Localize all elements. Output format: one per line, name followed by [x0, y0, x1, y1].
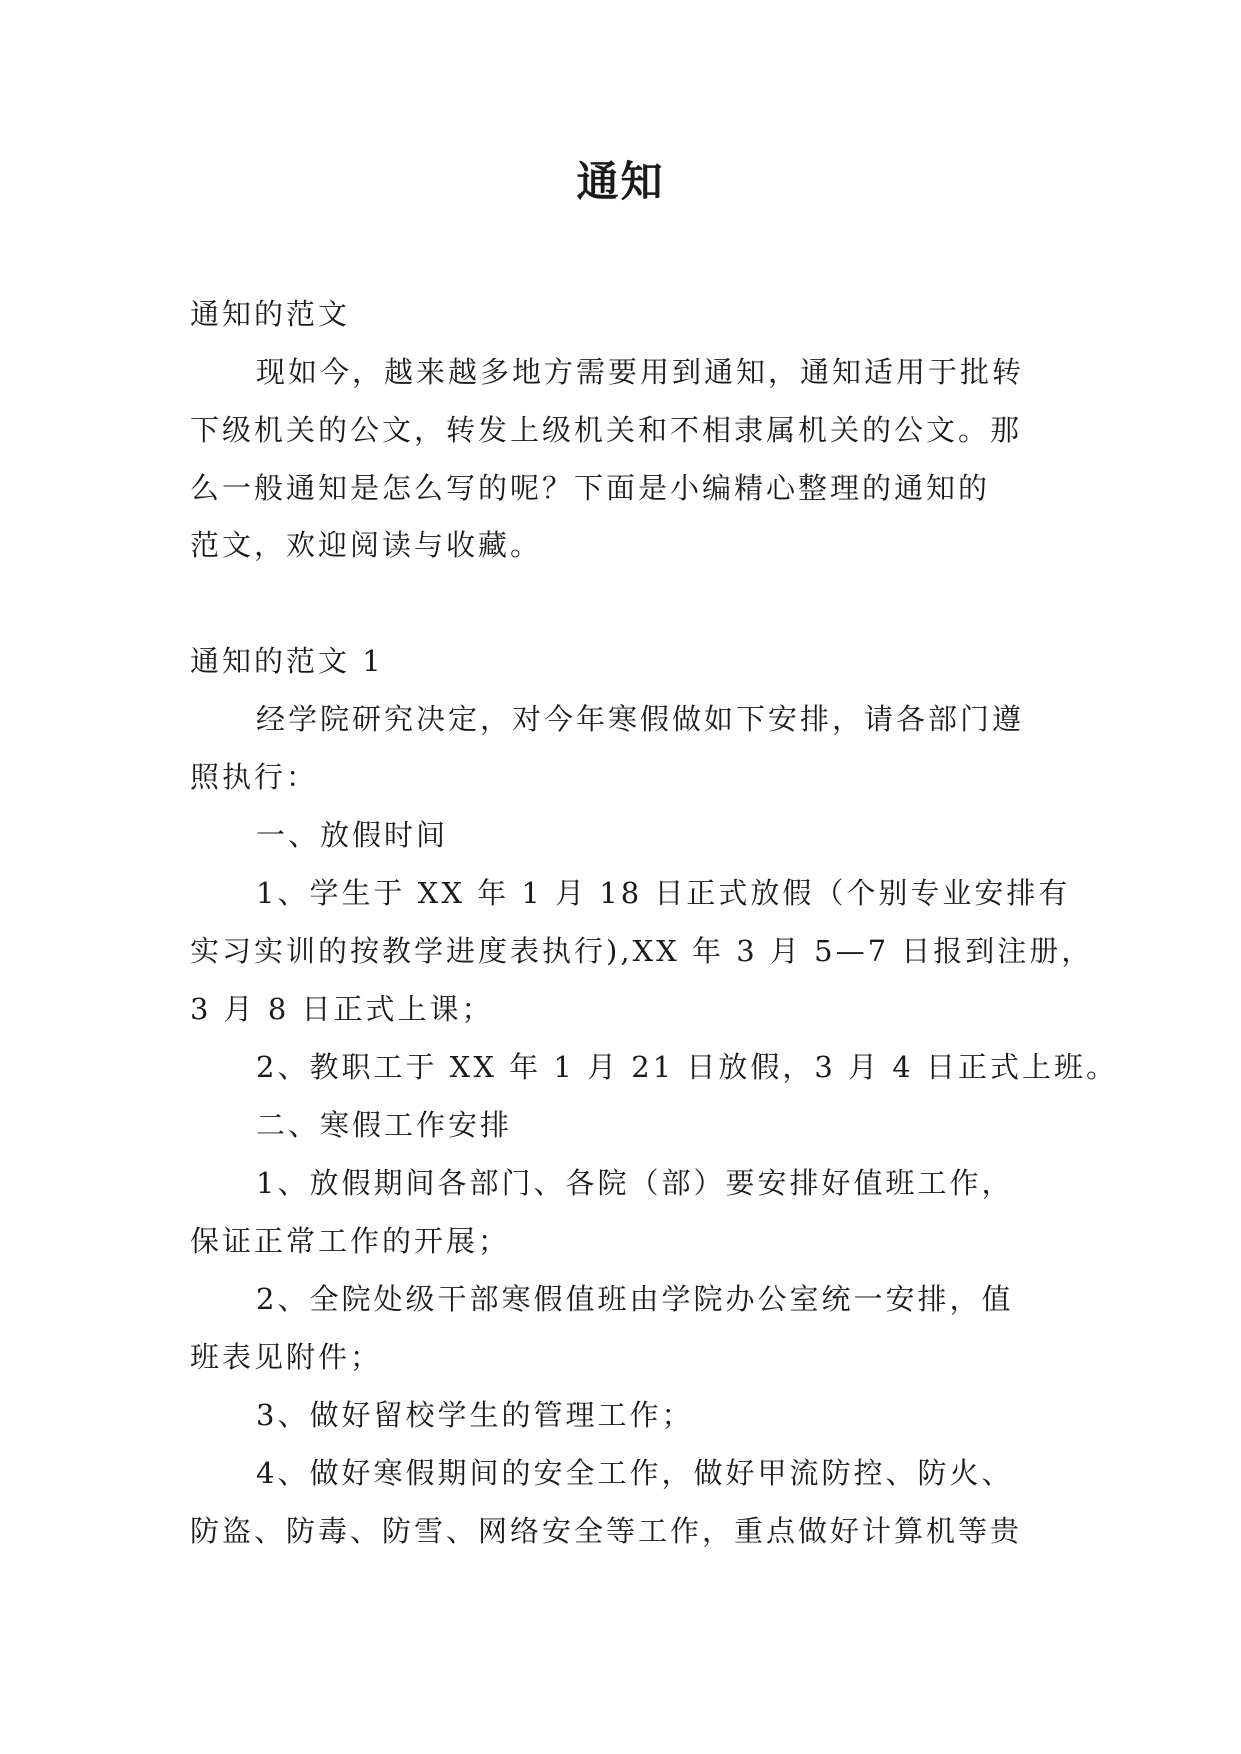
paragraph-line: 照执行： — [190, 760, 319, 794]
subsection-heading: 一、放假时间 — [256, 818, 449, 852]
subsection-heading: 二、寒假工作安排 — [256, 1108, 513, 1142]
paragraph-line: 经学院研究决定，对今年寒假做如下安排，请各部门遵 — [256, 702, 1025, 736]
paragraph-line: 2、教职工于 XX 年 1 月 21 日放假，3 月 4 日正式上班。 — [256, 1050, 1118, 1084]
paragraph-line: 1、学生于 XX 年 1 月 18 日正式放假（个别专业安排有 — [256, 876, 1071, 910]
paragraph-line: 范文，欢迎阅读与收藏。 — [190, 528, 543, 562]
paragraph-line: 3、做好留校学生的管理工作； — [256, 1398, 694, 1432]
paragraph-line: 防盗、防毒、防雪、网络安全等工作，重点做好计算机等贵 — [190, 1514, 1023, 1548]
paragraph-line: 2、全院处级干部寒假值班由学院办公室统一安排，值 — [256, 1282, 1014, 1316]
document-title: 通知 — [576, 157, 665, 206]
paragraph-line: 班表见附件； — [190, 1340, 383, 1374]
paragraph-line: 1、放假期间各部门、各院（部）要安排好值班工作， — [256, 1166, 1014, 1200]
paragraph-line: 实习实训的按教学进度表执行),XX 年 3 月 5—7 日报到注册， — [190, 934, 1094, 968]
paragraph-line: 下级机关的公文，转发上级机关和不相隶属机关的公文。那 — [190, 413, 1023, 447]
section-heading: 通知的范文 — [190, 297, 351, 331]
paragraph-line: 4、做好寒假期间的安全工作，做好甲流防控、防火、 — [256, 1456, 1014, 1490]
paragraph-line: 么一般通知是怎么写的呢？下面是小编精心整理的通知的 — [190, 471, 991, 505]
paragraph-line: 3 月 8 日正式上课； — [190, 992, 494, 1026]
section-heading: 通知的范文 1 — [190, 644, 384, 678]
paragraph-line: 现如今，越来越多地方需要用到通知，通知适用于批转 — [256, 355, 1025, 389]
paragraph-line: 保证正常工作的开展； — [190, 1224, 511, 1258]
